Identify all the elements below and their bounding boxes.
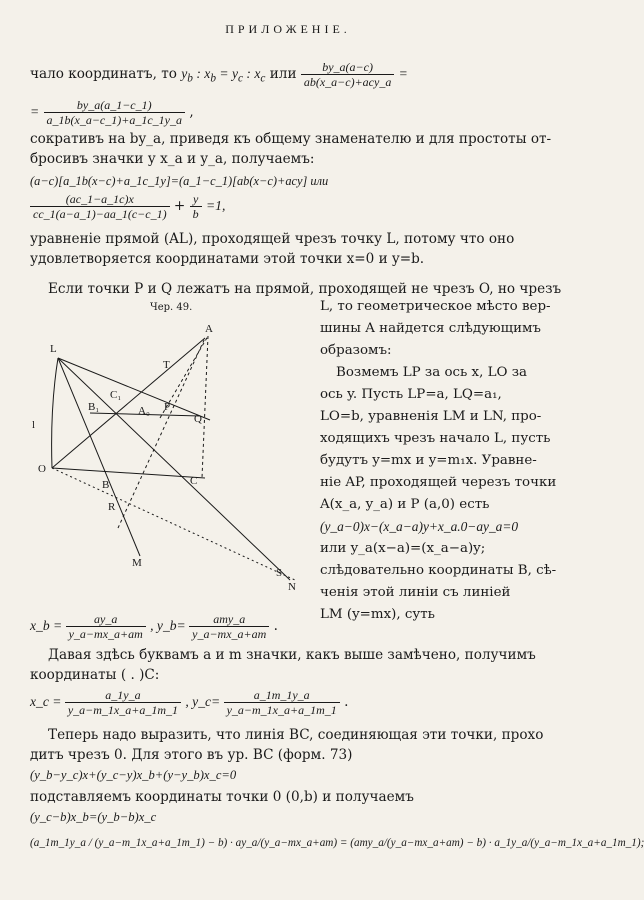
line-OC bbox=[52, 468, 205, 478]
paragraph-line: дитъ чрезъ 0. Для этого въ ур. BC (форм. 73) bbox=[30, 747, 353, 763]
svg-text:S: S bbox=[276, 567, 283, 579]
right-column-text: L, то геометрическое мѣсто вер- шины A найдется слѣдующимъ образомъ: Возмемъ LP за ось x, LO за ось y. Пусть LP=a, LQ=a₁, LO=b, уравненія LM и LN, про- ходящихъ чрезъ начало L, пусть будутъ y=mx и y=m₁x. Уравне- ніе AP, проходящей черезъ точки A(x_a, y_a) и P (a,0) есть (y_a−0)x−(x_a−a)y+x_a.0−ay_a=0 или y_a(x−a)=(x_a−a)y; слѣдовательно координаты B, сѣ- ченія этой линіи съ линіей LM (y=mx), суть bbox=[320, 299, 557, 622]
geometry-figure bbox=[30, 318, 310, 593]
fraction: $\frac{y}{b}$ bbox=[190, 192, 202, 221]
math-yb: $y_b$ : $x_b = y_c$ : $x_c$ bbox=[181, 66, 266, 85]
svg-text:C: C bbox=[190, 475, 198, 487]
svg-text:N: N bbox=[288, 581, 296, 593]
paragraph-line: бросивъ значки у x_a и y_a, получаемъ: bbox=[30, 151, 315, 167]
line-LQ bbox=[58, 358, 210, 420]
paragraph-line: подставляемъ координаты точки 0 (0,b) и получаемъ bbox=[30, 789, 414, 805]
line-OA bbox=[52, 338, 205, 468]
paragraph-line: уравненіе прямой (AL), проходящей чрезъ точку L, потому что оно bbox=[30, 231, 515, 247]
fraction: $\frac{by\_a(a-c)}{\text{ab(x\_a−c)+acy\_a}}$ bbox=[301, 60, 395, 89]
paragraph-line: координаты ( . )C: bbox=[30, 667, 160, 683]
svg-text:C₁: C₁ bbox=[110, 389, 122, 401]
figure-caption: Чер. 49. bbox=[150, 302, 193, 313]
line-dashed-3 bbox=[202, 336, 208, 478]
svg-text:A: A bbox=[205, 323, 213, 335]
equation: (a_1m_1y_a / (y_a−m_1x_a+a_1m_1) − b) · ay_a/(y_a−mx_a+am) = (amy_a/(y_a−mx_a+am) − b) · a_1y_a/(y_a−m_1x_a+a_1m_1); bbox=[30, 837, 644, 849]
paragraph-line: сокративъ на by_a, приведя къ общему знаменателю и для простоты от- bbox=[30, 131, 552, 147]
equation: (y_b−y_c)x+(y_c−y)x_b+(y−y_b)x_c=0 bbox=[30, 768, 237, 782]
paragraph-line: Если точки P и Q лежатъ на прямой, проходящей не чрезъ O, но чрезъ bbox=[48, 281, 562, 297]
svg-text:Q: Q bbox=[194, 413, 202, 425]
equation: (a−c)[a_1b(x−c)+a_1c_1y]=(a_1−c_1)[ab(x−c)+acy] или bbox=[30, 174, 329, 188]
text: или bbox=[269, 66, 301, 82]
paragraph-line: чало координатъ, то $y_b$ : $x_b = y_c$ : $x_c$ или $\frac{by\_a(a-c)}{\text{ab(x\_a−c)+acy\_a}}$ = bbox=[30, 60, 408, 89]
equation: (y_c−b)x_b=(y_b−b)x_c bbox=[30, 810, 157, 824]
svg-text:l: l bbox=[32, 419, 36, 431]
paragraph-line: удовлетворяется координатами этой точки x=0 и y=b. bbox=[30, 251, 425, 267]
svg-text:T: T bbox=[163, 359, 170, 371]
paragraph-line: Давая здѣсь буквамъ a и m значки, какъ выше замѣчено, получимъ bbox=[48, 647, 536, 663]
line-LM bbox=[58, 358, 140, 556]
line-LN bbox=[58, 358, 290, 580]
svg-text:B₁: B₁ bbox=[88, 401, 100, 413]
svg-text:L: L bbox=[50, 343, 57, 355]
fraction: $\frac{by\_a(a\_1-c\_1)}{a\_1b(x\_a-c\_1)+a\_1c\_1y\_a}$ bbox=[44, 98, 186, 127]
text: чало координатъ, то bbox=[30, 66, 182, 82]
svg-text:M: M bbox=[132, 557, 142, 569]
fraction: $\frac{(ac\_1-a\_1c)x}{cc\_1(a-a\_1)-aa\_1(c-c\_1)}$ bbox=[30, 192, 170, 221]
page-header: ПРИЛОЖЕНІЕ. bbox=[225, 22, 351, 36]
svg-text:A₀: A₀ bbox=[138, 405, 150, 417]
equation-line: x_b = $\frac{ay\_a}{y\_a-mx\_a+am}$ , y_b= $\frac{\text{amy\_a}}{y\_a-mx\_a+am}$ . bbox=[30, 612, 278, 641]
svg-text:O: O bbox=[38, 463, 46, 475]
line-dashed-4 bbox=[52, 468, 295, 580]
paragraph-line: Теперь надо выразить, что линія BC, соединяющая эти точки, прохо bbox=[48, 727, 544, 743]
equation-line: = $\frac{by\_a(a\_1-c\_1)}{a\_1b(x\_a-c\_1)+a\_1c\_1y\_a}$ , bbox=[30, 98, 194, 127]
equation-line: x_c = $\frac{a\_1y\_a}{y\_a-m\_1x\_a+a\_1m\_1}$ , y_c= $\frac{a\_1m\_1y\_a}{y\_a-m\_1x\_a+a\_1m\_1}$ . bbox=[30, 688, 349, 717]
line-dashed-1 bbox=[118, 338, 205, 528]
equation-line: $\frac{(ac\_1-a\_1c)x}{cc\_1(a-a\_1)-aa\_1(c-c\_1)}$ + $\frac{y}{b}$ =1, bbox=[30, 192, 225, 221]
svg-text:P: P bbox=[164, 401, 171, 413]
line-l bbox=[52, 358, 58, 468]
svg-text:B: B bbox=[102, 479, 110, 491]
svg-text:R: R bbox=[108, 501, 116, 513]
